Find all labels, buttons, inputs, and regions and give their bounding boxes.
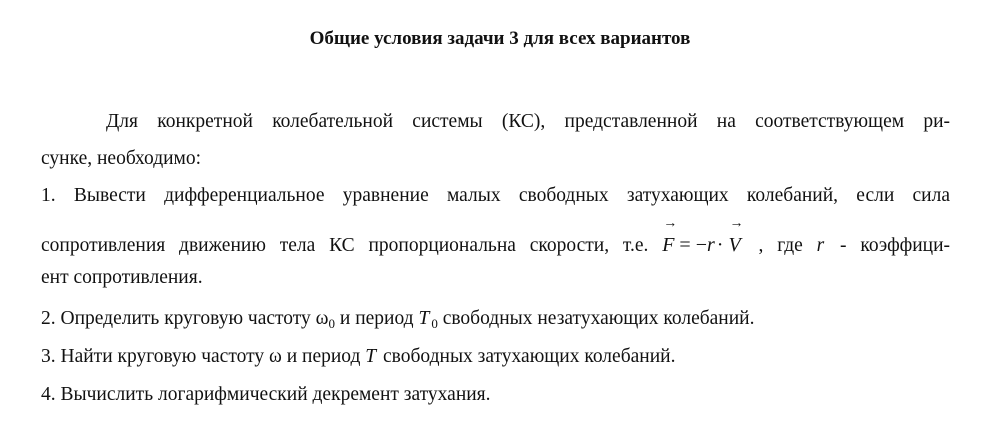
formula-r: r bbox=[706, 234, 715, 256]
item-2 bbox=[41, 306, 754, 337]
page-title: Общие условия задачи 3 для всех вариантов bbox=[309, 28, 691, 49]
period-subscript: 0 bbox=[431, 316, 438, 331]
force-formula bbox=[662, 216, 744, 258]
vector-arrow-icon: → bbox=[663, 216, 678, 231]
velocity-vector: → V bbox=[728, 216, 744, 256]
item-1-text-where: , где bbox=[758, 235, 803, 256]
item-1-line-3: ент сопротивления. bbox=[41, 267, 203, 288]
vector-arrow-icon: → bbox=[729, 216, 744, 231]
formula-equals: = − bbox=[679, 234, 707, 256]
r-symbol: r bbox=[816, 235, 825, 256]
item-4: 4. Вычислить логарифмический декремент затухания. bbox=[41, 384, 491, 405]
item-1-text-before-formula: сопротивления движению тела КС пропорциональна скорости, т.е. bbox=[41, 235, 649, 256]
item-1-line-2 bbox=[41, 216, 951, 259]
intro-line-2: сунке, необходимо: bbox=[41, 148, 202, 169]
item-2-text-before: 2. Определить круговую частоту ω bbox=[41, 308, 329, 329]
item-2-text-after: свободных незатухающих колебаний. bbox=[437, 308, 755, 329]
formula-dot: · bbox=[716, 234, 724, 256]
item-3 bbox=[41, 344, 675, 370]
intro-line-1: Для конкретной колебательной системы (КС), представленной на соответствующем ри- bbox=[106, 111, 950, 132]
period-symbol: T bbox=[365, 346, 377, 367]
item-1-text-coefficient: - коэффици- bbox=[840, 235, 951, 256]
item-3-text-before: 3. Найти круговую частоту ω и период bbox=[41, 346, 366, 367]
item-3-text-after: свободных затухающих колебаний. bbox=[378, 346, 676, 367]
omega-subscript: 0 bbox=[328, 316, 336, 331]
period-symbol: T bbox=[418, 308, 430, 329]
item-1-line-1: 1. Вывести дифференциальное уравнение малых свободных затухающих колебаний, если сила bbox=[41, 185, 950, 206]
item-2-text-middle: и период bbox=[335, 308, 419, 329]
force-vector: → F bbox=[662, 216, 678, 256]
